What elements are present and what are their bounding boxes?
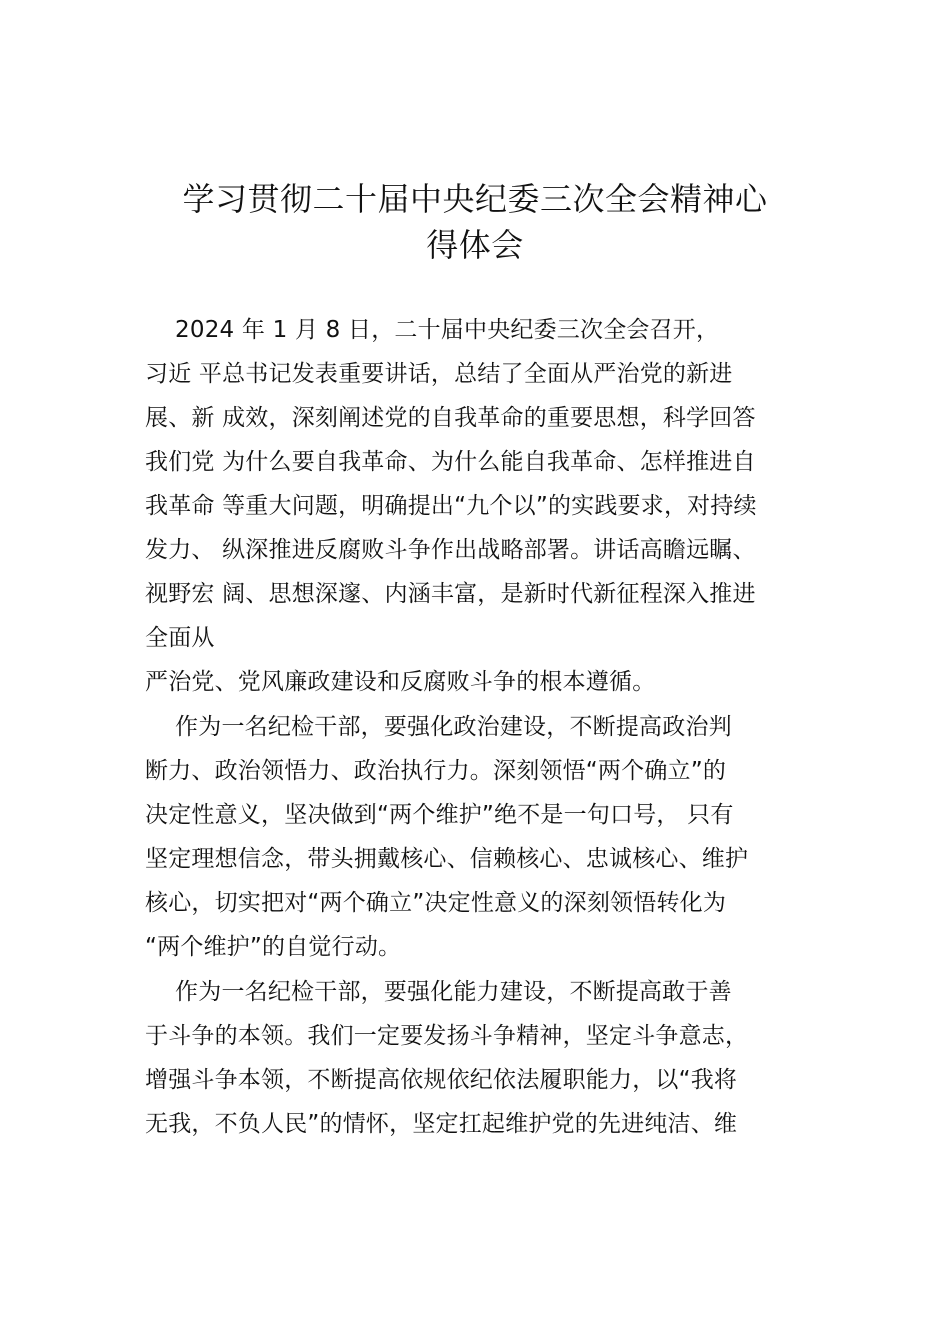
text-line: 无我，不负人民”的情怀，坚定扛起维护党的先进纯洁、维 xyxy=(145,1111,738,1137)
paragraph-3 xyxy=(145,970,825,1146)
paragraph-2 xyxy=(145,705,825,969)
text-line: 全面从 xyxy=(145,625,215,651)
text-line: 坚定理想信念，带头拥戴核心、信赖核心、忠诚核心、维护 xyxy=(145,846,749,872)
paragraph-1 xyxy=(145,308,825,704)
text-line: 断力、政治领悟力、政治执行力。深刻领悟“两个确立”的 xyxy=(145,758,727,784)
text-line: 作为一名纪检干部，要强化政治建设，不断提高政治判 xyxy=(145,714,732,740)
text-line: 我革命 等重大问题，明确提出“九个以”的实践要求，对持续 xyxy=(145,493,757,519)
text-line: 展、新 成效，深刻阐述党的自我革命的重要思想，科学回答 xyxy=(145,405,756,431)
text-line: 习近 平总书记发表重要讲话，总结了全面从严治党的新进 xyxy=(145,361,733,387)
document-title xyxy=(130,176,820,268)
document-body xyxy=(145,308,825,1147)
text-line: 视野宏 阔、思想深邃、内涵丰富，是新时代新征程深入推进 xyxy=(145,581,756,607)
text-line: 作为一名纪检干部，要强化能力建设，不断提高敢于善 xyxy=(145,979,732,1005)
text-line: 2024 年 1 月 8 日，二十届中央纪委三次全会召开， xyxy=(145,317,720,343)
text-line: 我们党 为什么要自我革命、为什么能自我革命、怎样推进自 xyxy=(145,449,756,475)
text-line: 增强斗争本领，不断提高依规依纪依法履职能力，以“我将 xyxy=(145,1067,738,1093)
text-line: 严治党、党风廉政建设和反腐败斗争的根本遵循。 xyxy=(145,669,656,695)
text-line: “两个维护”的自觉行动。 xyxy=(145,934,402,960)
title-line: 得体会 xyxy=(426,226,524,264)
title-line: 学习贯彻二十届中央纪委三次全会精神心 xyxy=(182,180,768,218)
text-line: 发力、 纵深推进反腐败斗争作出战略部署。讲话高瞻远瞩、 xyxy=(145,537,756,563)
text-line: 核心，切实把对“两个确立”决定性意义的深刻领悟转化为 xyxy=(145,890,727,916)
text-line: 决定性意义，坚决做到“两个维护”绝不是一句口号， 只有 xyxy=(145,802,734,828)
text-line: 于斗争的本领。我们一定要发扬斗争精神，坚定斗争意志， xyxy=(145,1023,749,1049)
